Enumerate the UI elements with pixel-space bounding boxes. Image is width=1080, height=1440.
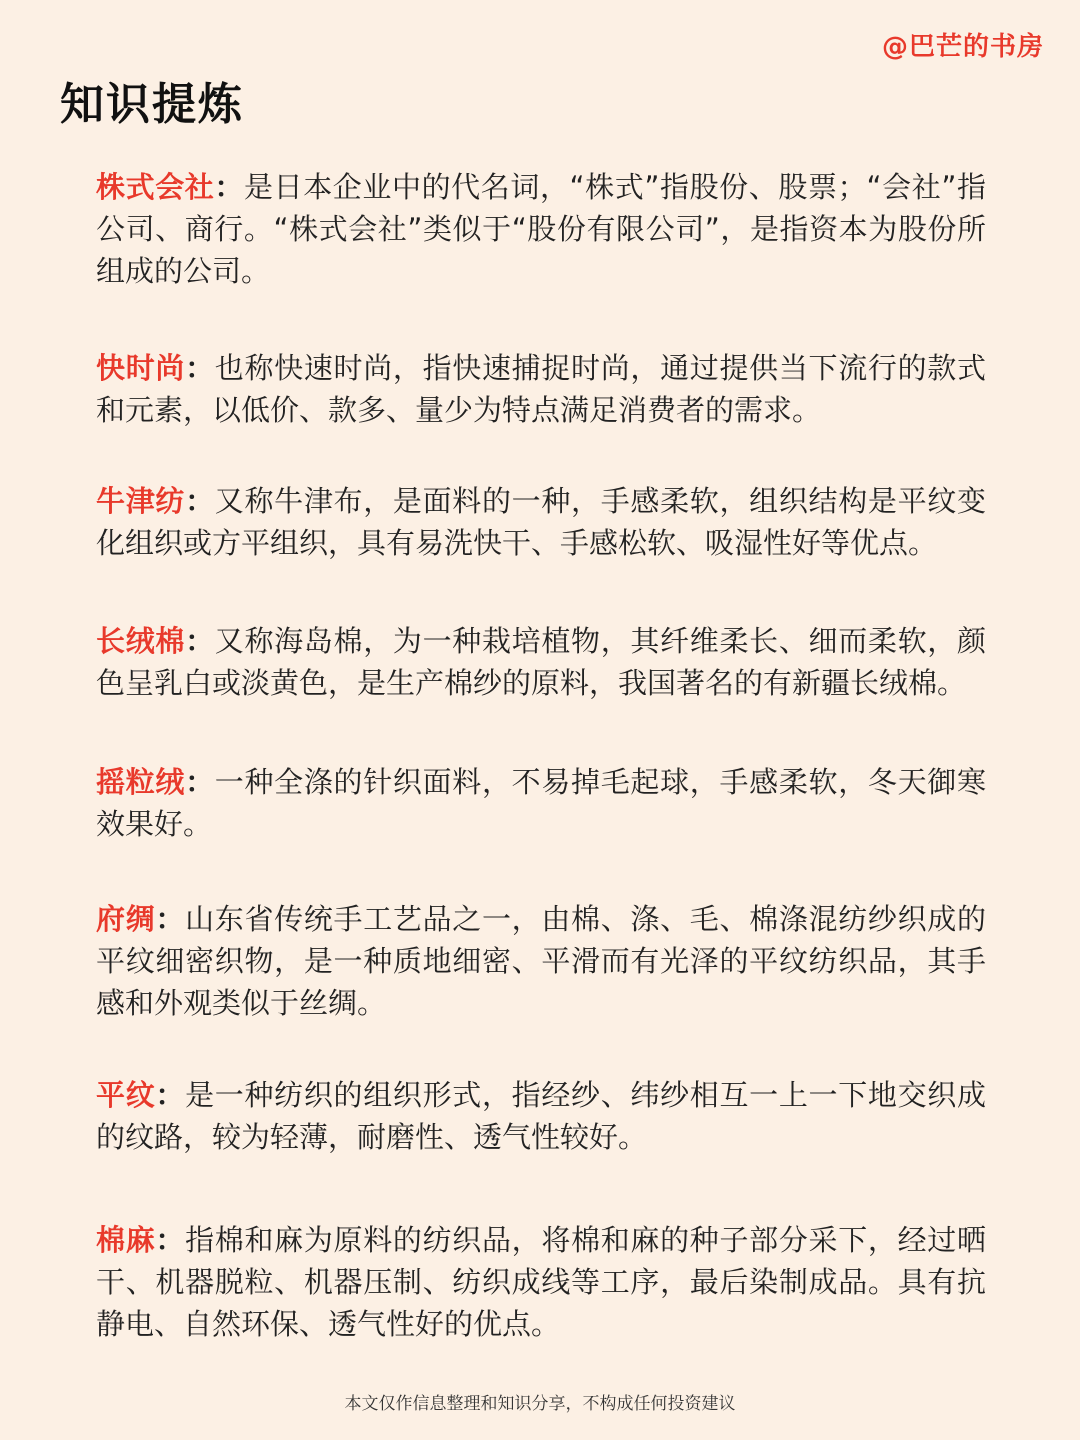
entry-cotton-linen: [96, 1219, 986, 1345]
entry-term: 平纹: [96, 1078, 156, 1112]
entry-term: 快时尚: [96, 351, 186, 385]
entry-colon: ：: [185, 484, 215, 518]
entry-term: 摇粒绒: [96, 765, 186, 799]
entry-fast-fashion: [96, 347, 986, 431]
entry-term: 府绸: [96, 902, 156, 936]
entry-oxford-cloth: [96, 480, 986, 564]
entry-colon: ：: [155, 1223, 186, 1257]
entry-text: 又称海岛棉，为一种栽培植物，其纤维柔长、细而柔软，颜色呈乳白或淡黄色，是生产棉纱的原料，我国著名的有新疆长绒棉。: [96, 624, 986, 700]
entry-text: 是日本企业中的代名词，“株式”指股份、股票；“会社”指公司、商行。“株式会社”类似于“股份有限公司”，是指资本为股份所组成的公司。: [96, 170, 986, 288]
entry-text: 指棉和麻为原料的纺织品，将棉和麻的种子部分采下，经过晒干、机器脱粒、机器压制、纺织成线等工序，最后染制成品。具有抗静电、自然环保、透气性好的优点。: [96, 1223, 986, 1341]
author-handle: @巴芒的书房: [881, 32, 1044, 62]
entry-text: 山东省传统手工艺品之一，由棉、涤、毛、棉涤混纺纱织成的平纹细密织物，是一种质地细密、平滑而有光泽的平纹纺织品，其手感和外观类似于丝绸。: [96, 902, 986, 1020]
entry-colon: ：: [185, 351, 215, 385]
entry-poplin: [96, 898, 986, 1024]
entry-term: 长绒棉: [96, 624, 186, 658]
entry-kabushiki-kaisha: [96, 166, 986, 292]
entry-colon: ：: [155, 1078, 186, 1112]
disclaimer-footer: 本文仅作信息整理和知识分享，不构成任何投资建议: [344, 1394, 736, 1414]
entry-colon: ：: [214, 170, 244, 204]
entry-term: 牛津纺: [96, 484, 186, 518]
entry-plain-weave: [96, 1074, 986, 1158]
entry-text: 是一种纺织的组织形式，指经纱、纬纱相互一上一下地交织成的纹路，较为轻薄，耐磨性、透气性较好。: [96, 1078, 986, 1154]
entry-colon: ：: [185, 765, 215, 799]
entry-term: 株式会社: [96, 170, 215, 204]
entry-polar-fleece: [96, 761, 986, 845]
entry-term: 棉麻: [96, 1223, 156, 1257]
entry-long-staple-cotton: [96, 620, 986, 704]
entry-text: 又称牛津布，是面料的一种，手感柔软，组织结构是平纹变化组织或方平组织，具有易洗快干、手感松软、吸湿性好等优点。: [96, 484, 986, 560]
entry-text: 一种全涤的针织面料，不易掉毛起球，手感柔软，冬天御寒效果好。: [96, 765, 986, 841]
entry-colon: ：: [185, 624, 215, 658]
entry-colon: ：: [155, 902, 186, 936]
entry-text: 也称快速时尚，指快速捕捉时尚，通过提供当下流行的款式和元素，以低价、款多、量少为特点满足消费者的需求。: [96, 351, 986, 427]
page-title: 知识提炼: [60, 79, 244, 130]
